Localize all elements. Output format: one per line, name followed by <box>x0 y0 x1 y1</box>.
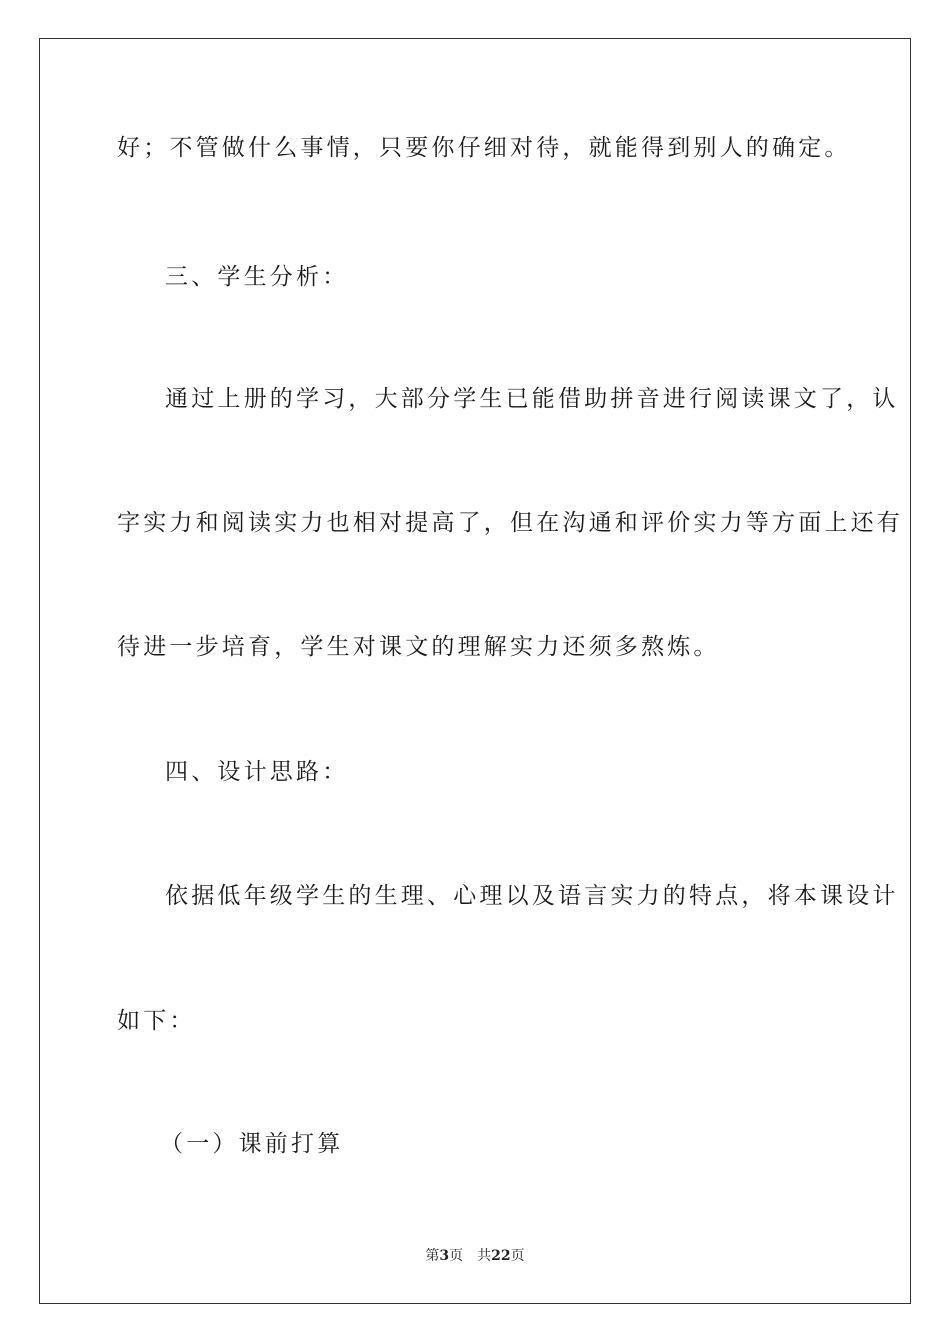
footer-total-pages: 22 <box>491 1248 511 1264</box>
section-heading-student-analysis: 三、学生分析： <box>165 264 349 290</box>
section-heading-design-idea: 四、设计思路： <box>165 759 349 785</box>
footer-page-suffix: 页 <box>449 1248 464 1264</box>
page-footer <box>0 1247 950 1265</box>
paragraph-line-3: 通过上册的学习，大部分学生已能借助拼音进行阅读课文了，认 <box>165 386 899 412</box>
paragraph-line-8: 如下： <box>117 1008 196 1034</box>
footer-total-prefix: 共 <box>477 1248 492 1264</box>
subsection-heading-preparation: （一）课前打算 <box>160 1131 344 1157</box>
paragraph-line-4: 字实力和阅读实力也相对提高了，但在沟通和评价实力等方面上还有 <box>117 510 903 536</box>
paragraph-line-7: 依据低年级学生的生理、心理以及语言实力的特点，将本课设计 <box>165 883 899 909</box>
footer-page-prefix: 第 <box>425 1248 440 1264</box>
page-border <box>39 38 911 1304</box>
footer-total-suffix: 页 <box>510 1248 525 1264</box>
footer-page-number: 3 <box>439 1248 450 1264</box>
paragraph-line-1: 好；不管做什么事情，只要你仔细对待，就能得到别人的确定。 <box>117 135 851 161</box>
paragraph-line-5: 待进一步培育，学生对课文的理解实力还须多熬炼。 <box>117 634 720 660</box>
